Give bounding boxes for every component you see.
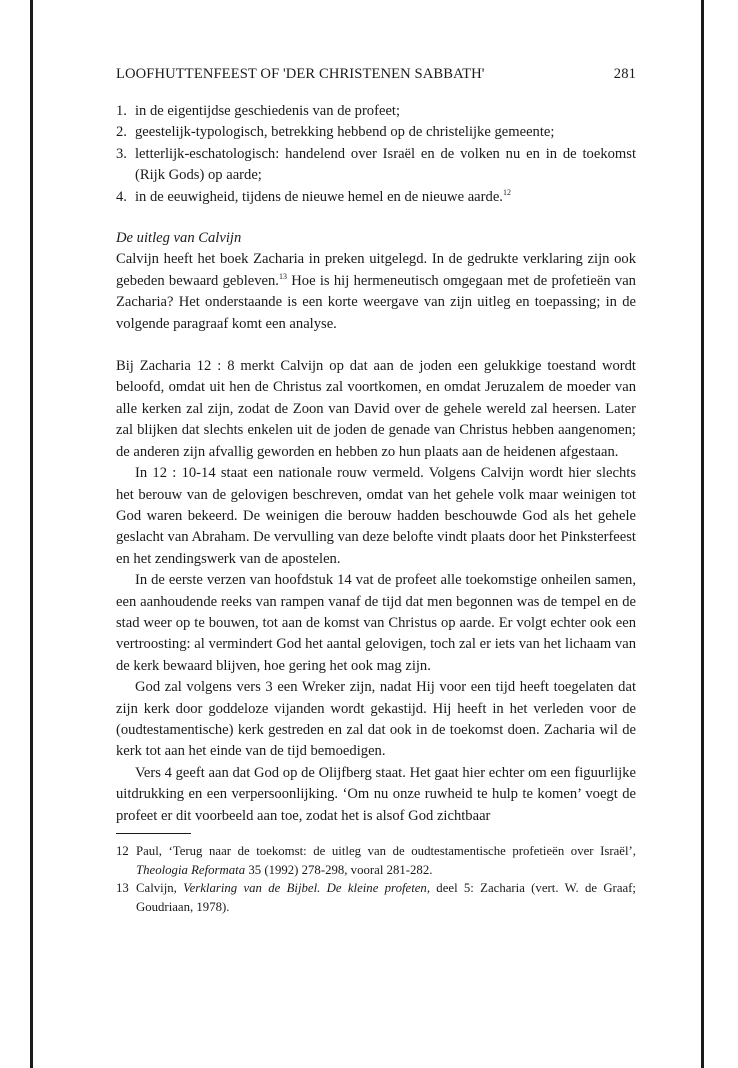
list-item-text: in de eigentijdse geschiedenis van de profeet; xyxy=(135,103,401,119)
footnote-text xyxy=(136,842,636,879)
list-item-text: letterlijk-eschatologisch: handelend over Israël en de volken nu en in de toekomst (Rijk Gods) op aarde; xyxy=(135,145,636,184)
body-paragraph: Vers 4 geeft aan dat God op de Olijfberg staat. Het gaat hier echter om een figuurlijke uitdrukking en een verpersoonlijking. ‘Om nu onze ruwheid te hulp te komen’ voegt de profeet er dit voorbeeld aan toe, zodat het is alsof God zichtbaar xyxy=(116,764,636,824)
footnote-text-a: Calvijn, xyxy=(136,881,184,896)
list-item xyxy=(116,101,636,122)
page-edge-left xyxy=(30,0,33,1068)
body-paragraph: In 12 : 10-14 staat een nationale rouw vermeld. Volgens Calvijn wordt hier slechts het berouw van de gelovigen beschreven, omdat van het gehele volk maar weinigen tot God waren bekeerd. De weinigen die berouw hadden beschouwde God als het gehele geslacht van Abraham. De vervulling van deze belofte vindt plaats door het Pinksterfeest en het zendingswerk van de apostelen. xyxy=(116,465,636,567)
footnote xyxy=(116,879,636,916)
paragraph-gap xyxy=(116,335,636,356)
list-item xyxy=(116,187,636,208)
footnote-text-a: Paul, ‘Terug naar de toekomst: de uitleg van de oudtestamentische profetieën over Israël’, xyxy=(136,844,636,858)
intro-text-a: Calvijn heeft het boek Zacharia in preken uitgelegd. In de gedrukte verklaring zijn ook gebeden bewaard gebleven. xyxy=(116,251,636,289)
journal-title: Theologia Reformata xyxy=(136,862,246,877)
footnotes xyxy=(116,842,636,916)
body-paragraph: In de eerste verzen van hoofdstuk 14 vat de profeet alle toekomstige onheilen samen, een aanhoudende reeks van rampen vanaf de tijd dat men begonnen was de tempel en de stad weer op te bouwen, tot aan de komst van Christus op aarde. Er volgt echter ook een vertroosting: al vermindert God het aantal gelovigen, toch zal er iets van het lichaam van de kerk bewaard blijven, hoe gering het ook mag zijn. xyxy=(116,572,636,674)
footnote-number: 13 xyxy=(116,881,129,896)
footnote-text-b: deel 5: Zacharia (vert. W. de Graaf; Goudriaan, 1978). xyxy=(136,881,636,914)
list-item-text: geestelijk-typologisch, betrekking hebbend op de christelijke gemeente; xyxy=(135,124,555,141)
list-item-number: 3. xyxy=(116,145,127,162)
list-item-text-wrap xyxy=(135,187,636,208)
footnote xyxy=(116,842,636,879)
footnote-number: 12 xyxy=(116,844,129,858)
footnote-text xyxy=(136,879,636,916)
list-item xyxy=(116,122,636,143)
interpretation-levels-list xyxy=(116,101,636,208)
page-edge-right xyxy=(701,0,704,1068)
list-item xyxy=(116,144,636,187)
list-item-number: 4. xyxy=(116,188,127,205)
section-intro xyxy=(116,249,636,335)
body-paragraph: God zal volgens vers 3 een Wreker zijn, nadat Hij voor een tijd heeft toegelaten dat zijn kerk door goddeloze vijanden wordt gekastijd. Hij heeft in het verleden voor de (oudtestamentische) kerk gestreden en zal dat ook in de toekomst doen. Zacharia wil de kerk tot aan het einde van de tijd bemoedigen. xyxy=(116,679,636,760)
body-paragraph: Bij Zacharia 12 : 8 merkt Calvijn op dat aan de joden een gelukkige toestand wordt beloofd, omdat uit hen de Christus zal voortkomen, en omdat Jeruzalem de moeder van alle kerken zal zijn, zodat de Zoon van David over de gehele wereld zal heersen. Later zal blijken dat slechts enkelen uit de joden de genade van Christus hebben aangenomen; de anderen zijn afvallig geworden en hebben zo hun plaats aan de heidenen afgestaan. xyxy=(116,358,636,460)
list-item-text: in de eeuwigheid, tijdens de nieuwe hemel en de nieuwe aarde. xyxy=(135,188,503,205)
intro-text-b: Hoe is hij hermeneutisch omgegaan met de profetieën van Zacharia? Het onderstaande is een korte weergave van zijn uitleg en toepassing; in de volgende paragraaf komt een analyse. xyxy=(116,272,636,332)
running-head xyxy=(116,66,636,83)
footnote-ref[interactable]: 13 xyxy=(278,271,287,281)
running-head-title: LOOFHUTTENFEEST OF 'DER CHRISTENEN SABBATH' xyxy=(116,66,485,82)
work-title: Verklaring van de Bijbel. De kleine profeten, xyxy=(183,881,431,896)
page-number: 281 xyxy=(613,66,636,82)
footnote-ref[interactable]: 12 xyxy=(502,187,511,197)
list-item-number: 2. xyxy=(116,124,127,141)
section-heading: De uitleg van Calvijn xyxy=(116,230,242,247)
footnote-text-b: 35 (1992) 278-298, vooral 281-282. xyxy=(245,862,433,877)
list-item-number: 1. xyxy=(116,103,127,119)
footnote-separator xyxy=(116,833,191,834)
page-body xyxy=(116,60,636,916)
